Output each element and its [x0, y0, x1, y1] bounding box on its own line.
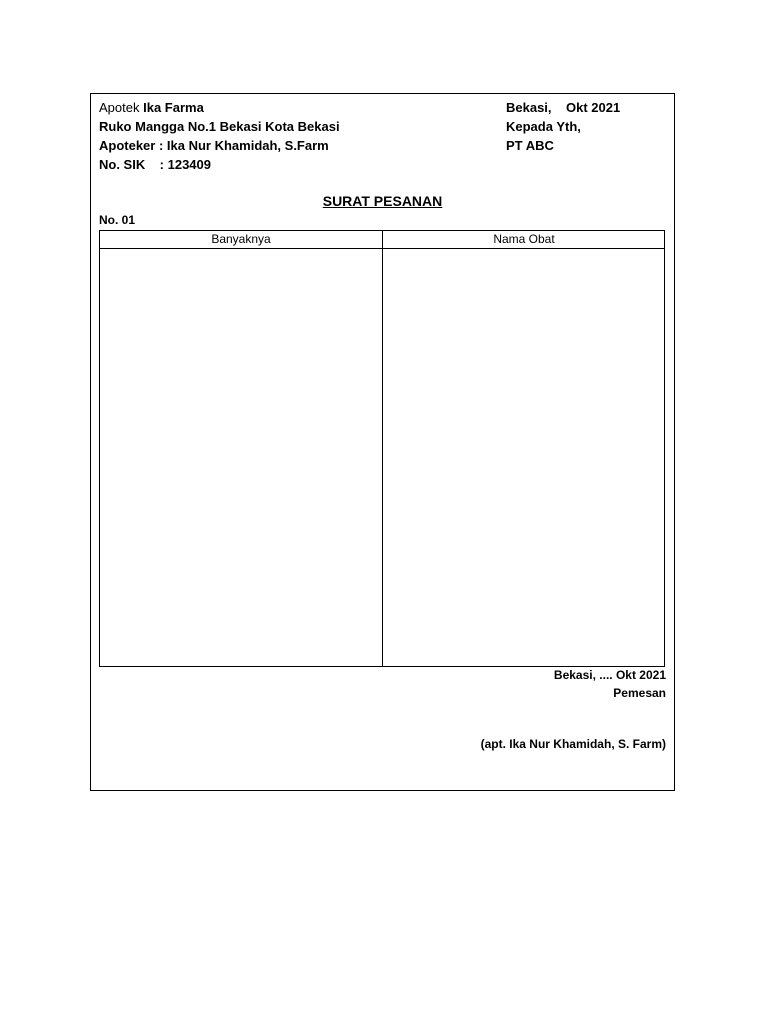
column-divider	[382, 231, 383, 666]
recipient-name: PT ABC	[506, 138, 554, 153]
pharmacy-address: Ruko Mangga No.1 Bekasi Kota Bekasi	[99, 119, 340, 134]
recipient-info	[506, 99, 620, 156]
signature-name: (apt. Ika Nur Khamidah, S. Farm)	[480, 737, 666, 751]
recipient-salutation: Kepada Yth,	[506, 119, 581, 134]
header-date: Bekasi, Okt 2021	[506, 100, 621, 115]
order-number: No. 01	[99, 213, 136, 227]
signature-role: Pemesan	[613, 686, 666, 700]
pharmacy-info	[99, 99, 340, 175]
sik-number: No. SIK : 123409	[99, 157, 211, 172]
pharmacy-prefix: Apotek	[99, 100, 140, 115]
signature-date: Bekasi, .... Okt 2021	[553, 668, 666, 682]
column-header-quantity: Banyaknya	[211, 232, 271, 246]
pharmacy-name-line	[99, 99, 340, 118]
pharmacist-name: Apoteker : Ika Nur Khamidah, S.Farm	[99, 138, 329, 153]
order-form-sheet	[90, 93, 675, 791]
pharmacy-name: Ika Farma	[143, 100, 204, 115]
order-table	[99, 230, 665, 667]
column-header-drug-name: Nama Obat	[493, 232, 555, 246]
document-title: SURAT PESANAN	[322, 193, 443, 209]
